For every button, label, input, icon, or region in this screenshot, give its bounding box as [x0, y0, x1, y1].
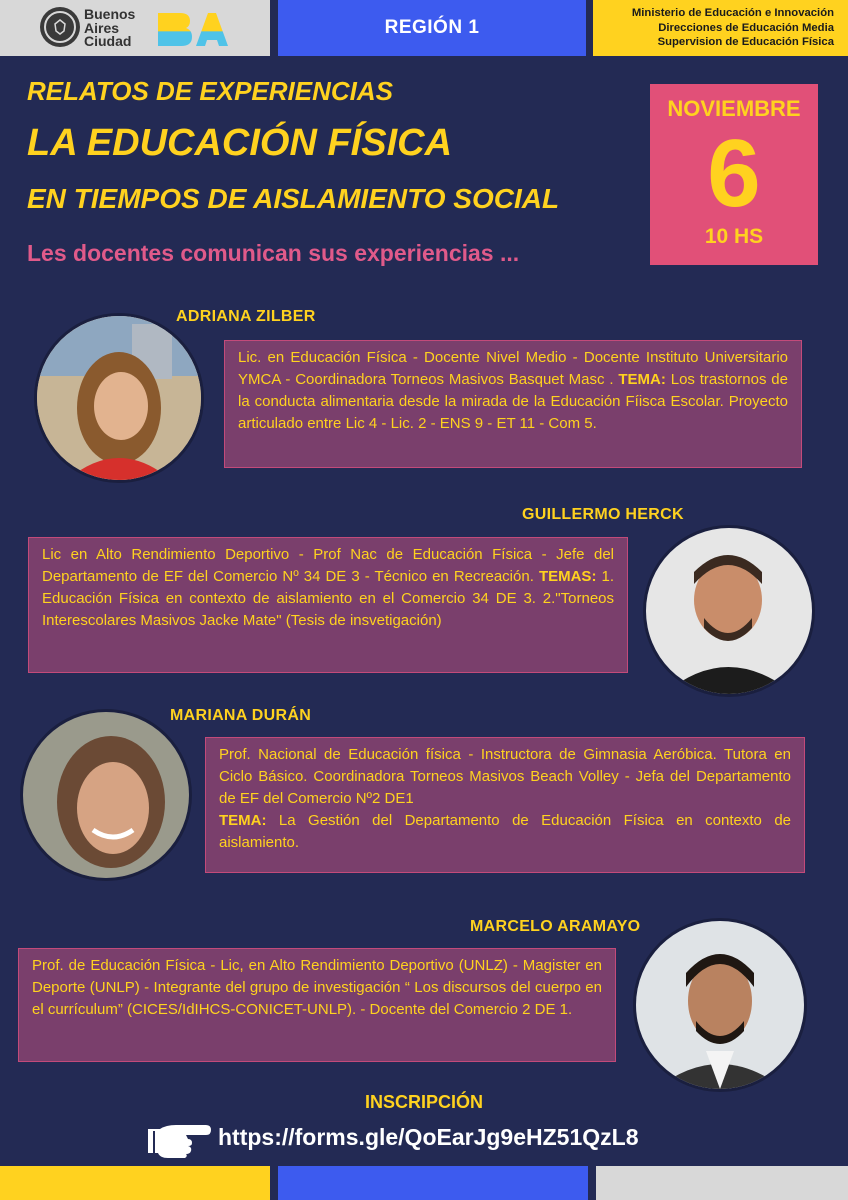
date-month: NOVIEMBRE	[667, 96, 801, 121]
ministry-line: Ministerio de Educación e Innovación	[631, 7, 834, 19]
speaker-bio: Lic en Alto Rendimiento Deportivo - Prof Nac de Educación Física - Jefe del Departamento de EF del Comercio Nº 34 DE 3 - Técnico en Recreación.	[42, 546, 614, 585]
topic-label: TEMA:	[618, 371, 666, 388]
speaker-bio: Lic. en Educación Física - Docente Nivel Medio - Docente Instituto Universitario YMCA - Coordinadora Torneos Masivos Basquet Masc .	[238, 349, 788, 388]
topic-label: TEMAS:	[538, 568, 597, 585]
speaker-name: ADRIANA ZILBER	[176, 308, 316, 325]
subtitle: Les docentes comunican sus experiencias ...	[27, 240, 520, 266]
speaker-topic: 1. Educación Física en contexto de aislamiento en el Comercio 34 DE 3. 2."Torneos Interescolares Masivos Jacke Mate" (Tesis de insvetigación)	[42, 568, 614, 629]
speaker-bio: Prof. Nacional de Educación física - Instructora de Gimnasia Aeróbica. Tutora en Ciclo Básico. Coordinadora Torneos Masivos Beach Volley - Jefa del Departamento de EF del Comercio Nº2 DE1	[219, 746, 791, 807]
speaker-photo-guillermo	[643, 525, 815, 697]
topic-label: TEMA:	[219, 812, 267, 829]
footer-bar-gray	[596, 1166, 848, 1200]
speaker-bio: Prof. de Educación Física - Lic, en Alto Rendimiento Deportivo (UNLZ) - Magister en Deporte (UNLP) - Integrante del grupo de investigación “ Los discursos del cuerpo en el currículum” (CICES/IdIHCS-CONICET-UNLP). - Docente del Comercio 2 DE 1.	[32, 957, 602, 1018]
logo-text-line: Aires	[84, 19, 120, 36]
ministry-line: Direcciones de Educación Media	[658, 21, 834, 34]
pointing-hand-icon	[146, 1119, 212, 1159]
speaker-photo-adriana	[34, 313, 204, 483]
ministry-banner	[593, 0, 848, 56]
region-banner: REGIÓN 1	[278, 0, 586, 56]
speaker-photo-mariana	[20, 709, 192, 881]
speaker-name: MARIANA DURÁN	[170, 707, 312, 724]
registration-heading: INSCRIPCIÓN	[364, 1092, 483, 1112]
date-box	[650, 84, 818, 265]
speaker-bio-box	[205, 737, 805, 873]
headline-line-2: LA EDUCACIÓN FÍSICA	[27, 122, 453, 164]
speaker-bio-box	[18, 948, 616, 1062]
speaker-photo-marcelo	[633, 918, 807, 1092]
registration-link[interactable]: https://forms.gle/QoEarJg9eHZ51QzL8	[218, 1124, 639, 1150]
date-time: 10 HS	[704, 225, 764, 248]
speaker-topic: Los trastornos de la conducta alimentaria desde la mirada de la Educación Fíisca Escolar. Proyecto articulado entre Lic 4 - Lic. 2 - ENS 9 - ET 11 - Com 5.	[238, 371, 788, 432]
footer-bar-yellow	[0, 1166, 270, 1200]
speaker-topic: La Gestión del Departamento de Educación Física en contexto de aislamiento.	[219, 812, 791, 851]
ministry-line: Supervision de Educación Física	[657, 36, 834, 48]
logo-text-line: Buenos	[84, 6, 136, 22]
city-logo-text	[84, 8, 135, 49]
city-seal-icon	[40, 7, 80, 47]
speaker-name: MARCELO ARAMAYO	[470, 918, 641, 935]
ba-logo	[156, 9, 230, 49]
headline-line-1: RELATOS DE EXPERIENCIAS	[27, 76, 393, 106]
footer-bar-blue	[278, 1166, 588, 1200]
speaker-bio-box	[224, 340, 802, 468]
date-day: 6	[707, 120, 761, 227]
logo-text-line: Ciudad	[84, 33, 132, 49]
speaker-name: GUILLERMO HERCK	[522, 506, 684, 523]
speaker-bio-box	[28, 537, 628, 673]
headline-line-3: EN TIEMPOS DE AISLAMIENTO SOCIAL	[27, 183, 560, 214]
